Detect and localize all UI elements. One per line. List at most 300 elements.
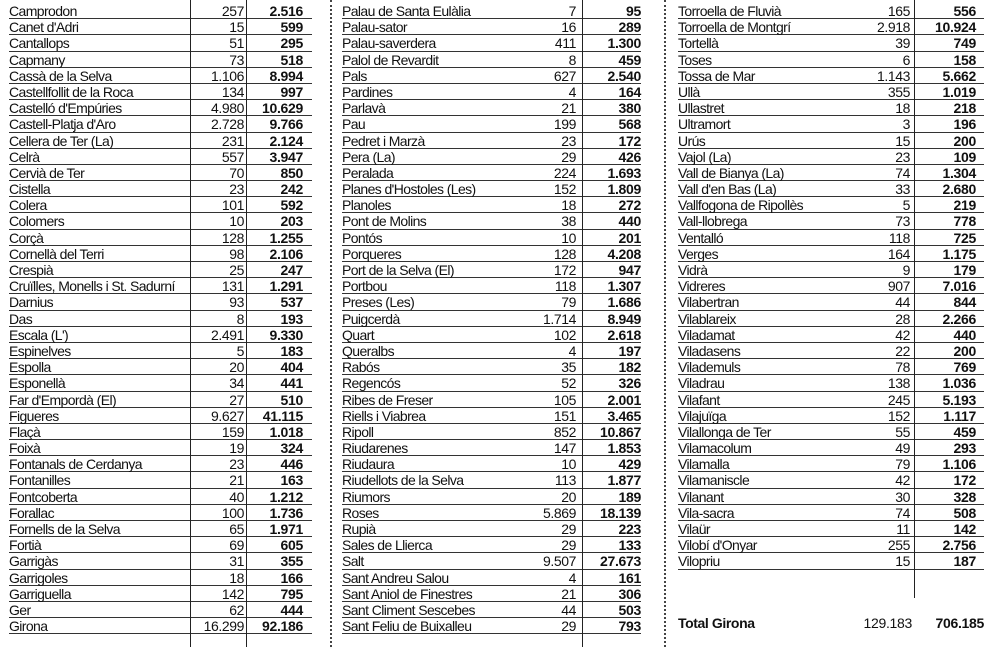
column-separator: [246, 0, 247, 647]
table-row: [9, 472, 312, 488]
value-b: 446: [280, 456, 303, 473]
value-b: 749: [953, 35, 976, 52]
municipality-name: Riells i Viabrea: [342, 407, 426, 424]
table-row: [9, 553, 312, 569]
table-row: [342, 521, 641, 537]
table-column-2: [342, 3, 641, 634]
table-row: [9, 602, 312, 618]
municipality-name: Pontós: [342, 229, 382, 246]
value-b: 9.330: [269, 326, 303, 343]
table-row: [9, 262, 312, 278]
value-b: 459: [618, 51, 641, 68]
table-row: [9, 246, 312, 262]
municipality-name: Vilallonga de Ter: [678, 423, 771, 440]
municipality-name: Cruïlles, Monells i St. Sadurní: [9, 278, 175, 295]
table-row: [9, 35, 312, 51]
table-row: [9, 149, 312, 165]
municipality-name: Castell-Platja d'Aro: [9, 116, 116, 133]
value-b: 1.255: [269, 229, 303, 246]
value-b: 183: [280, 342, 303, 359]
value-b: 1.736: [269, 504, 303, 521]
value-a: 31: [229, 553, 244, 570]
table-row: [342, 165, 641, 181]
municipality-name: Ventalló: [678, 229, 724, 246]
table-row: [678, 311, 984, 327]
table-row: [9, 311, 312, 327]
table-row: [678, 505, 984, 521]
municipality-name: Forallac: [9, 504, 54, 521]
value-a: 245: [887, 391, 910, 408]
municipality-name: Tortellà: [678, 35, 719, 52]
municipality-name: Colomers: [9, 213, 65, 230]
municipality-name: Das: [9, 310, 33, 327]
municipality-name: Palau-sator: [342, 19, 407, 36]
column-separator: [914, 0, 915, 598]
table-row: [9, 165, 312, 181]
table-row: [678, 521, 984, 537]
table-row: [678, 327, 984, 343]
municipality-name: Palol de Revardit: [342, 51, 439, 68]
table-row: [678, 440, 984, 456]
value-b: 164: [618, 83, 641, 100]
municipality-name: Vilamacolum: [678, 440, 752, 457]
value-a: 15: [895, 132, 910, 149]
table-row: [342, 440, 641, 456]
table-row: [342, 602, 641, 618]
value-a: 5.869: [542, 504, 576, 521]
value-a: 79: [561, 294, 576, 311]
value-a: 15: [895, 553, 910, 570]
value-a: 138: [887, 375, 910, 392]
municipality-name: Celrà: [9, 148, 40, 165]
value-b: 219: [953, 197, 976, 214]
table-row: [342, 278, 641, 294]
table-row: [678, 359, 984, 375]
municipality-name: Girona: [9, 618, 48, 635]
municipality-name: Vallfogona de Ripollès: [678, 197, 804, 214]
value-b: 218: [953, 100, 976, 117]
table-row: [342, 149, 641, 165]
table-row: [9, 408, 312, 424]
municipality-name: Espinelves: [9, 342, 71, 359]
municipality-name: Torroella de Montgrí: [678, 19, 791, 36]
municipality-name: Vilademuls: [678, 359, 741, 376]
value-a: 18: [229, 569, 244, 586]
table-row: [9, 570, 312, 586]
municipality-name: Figueres: [9, 407, 59, 424]
municipality-name: Far d'Empordà (El): [9, 391, 117, 408]
municipality-name: Castelló d'Empúries: [9, 100, 122, 117]
value-b: 793: [618, 618, 641, 635]
value-b: 293: [953, 440, 976, 457]
value-a: 38: [561, 213, 576, 230]
value-b: 328: [953, 488, 976, 505]
column-separator: [190, 0, 191, 647]
value-b: 592: [280, 197, 303, 214]
value-b: 2.680: [942, 181, 976, 198]
value-a: 8: [236, 310, 244, 327]
value-b: 2.516: [269, 3, 303, 19]
table-row: [342, 489, 641, 505]
municipality-name: Tossa de Mar: [678, 67, 755, 84]
value-a: 165: [887, 3, 910, 19]
table-row: [342, 570, 641, 586]
value-a: 18: [561, 197, 576, 214]
value-a: 74: [895, 164, 910, 181]
municipality-name: Torroella de Fluvià: [678, 3, 781, 19]
value-a: 164: [887, 245, 910, 262]
table-row: [342, 197, 641, 213]
table-row: [342, 133, 641, 149]
table-row: [9, 618, 312, 634]
value-b: 1.291: [269, 278, 303, 295]
municipality-name: Planes d'Hostoles (Les): [342, 181, 476, 198]
value-a: 69: [229, 537, 244, 554]
value-a: 100: [221, 504, 244, 521]
table-row: [9, 19, 312, 35]
value-b: 179: [953, 262, 976, 278]
value-b: 3.947: [269, 148, 303, 165]
municipality-name: Cervià de Ter: [9, 164, 85, 181]
value-a: 2.491: [210, 326, 244, 343]
value-b: 161: [618, 569, 641, 586]
value-b: 1.307: [607, 278, 641, 295]
table-row: [342, 392, 641, 408]
value-a: 29: [561, 618, 576, 635]
value-a: 52: [561, 375, 576, 392]
value-b: 404: [280, 359, 303, 376]
table-row: [678, 472, 984, 488]
value-b: 5.662: [942, 67, 976, 84]
municipality-name: Pals: [342, 67, 367, 84]
municipality-name: Palau-saverdera: [342, 35, 436, 52]
value-b: 769: [953, 359, 976, 376]
table-row: [678, 489, 984, 505]
municipality-name: Sales de Llierca: [342, 537, 433, 554]
value-b: 5.193: [942, 391, 976, 408]
municipality-name: Espolla: [9, 359, 51, 376]
value-b: 18.139: [599, 504, 641, 521]
table-row: [9, 505, 312, 521]
value-a: 18: [895, 100, 910, 117]
table-row: [342, 424, 641, 440]
value-a: 79: [895, 456, 910, 473]
value-b: 7.016: [942, 278, 976, 295]
municipality-name: Vilablareix: [678, 310, 736, 327]
value-a: 21: [561, 100, 576, 117]
value-b: 196: [953, 116, 976, 133]
value-b: 1.212: [269, 488, 303, 505]
municipality-name: Corçà: [9, 229, 44, 246]
table-row: [342, 359, 641, 375]
municipality-name: Pardines: [342, 83, 393, 100]
value-b: 556: [953, 3, 976, 19]
value-a: 131: [221, 278, 244, 295]
value-a: 23: [229, 181, 244, 198]
value-a: 65: [229, 521, 244, 537]
value-a: 4: [568, 83, 576, 100]
municipality-name: Cassà de la Selva: [9, 67, 112, 84]
value-a: 28: [895, 310, 910, 327]
table-row: [678, 213, 984, 229]
table-row: [342, 35, 641, 51]
total-value-b: 706.185: [935, 615, 984, 631]
table-row: [342, 52, 641, 68]
table-row: [678, 68, 984, 84]
table-row: [342, 311, 641, 327]
table-row: [9, 52, 312, 68]
value-b: 223: [618, 521, 641, 537]
municipality-name: Cistella: [9, 181, 51, 198]
value-b: 3.465: [607, 407, 641, 424]
table-row: [678, 408, 984, 424]
municipality-name: Salt: [342, 553, 364, 570]
municipality-name: Fornells de la Selva: [9, 521, 120, 537]
municipality-name: Sant Feliu de Buixalleu: [342, 618, 472, 635]
table-row: [678, 3, 984, 19]
table-row: [678, 553, 984, 569]
municipality-name: Port de la Selva (El): [342, 262, 454, 278]
value-a: 7: [568, 3, 576, 19]
table-row: [9, 586, 312, 602]
value-b: 380: [618, 100, 641, 117]
value-a: 9: [902, 262, 910, 278]
municipality-name: Fortià: [9, 537, 42, 554]
municipality-name: Vidreres: [678, 278, 726, 295]
value-a: 42: [895, 326, 910, 343]
value-b: 2.001: [607, 391, 641, 408]
municipality-name: Crespià: [9, 262, 54, 278]
value-b: 324: [280, 440, 303, 457]
value-b: 166: [280, 569, 303, 586]
table-row: [342, 116, 641, 132]
value-a: 6: [902, 51, 910, 68]
value-b: 355: [280, 553, 303, 570]
value-b: 247: [280, 262, 303, 278]
value-a: 23: [895, 148, 910, 165]
value-a: 9.507: [542, 553, 576, 570]
table-row: [678, 375, 984, 391]
value-a: 142: [221, 585, 244, 602]
value-b: 1.304: [942, 164, 976, 181]
table-row: [342, 618, 641, 634]
municipality-name: Vilamalla: [678, 456, 730, 473]
municipality-name: Regencós: [342, 375, 401, 392]
table-row: [678, 116, 984, 132]
value-b: 2.540: [607, 67, 641, 84]
municipality-name: Ultramort: [678, 116, 731, 133]
table-row: [342, 230, 641, 246]
table-row: [678, 149, 984, 165]
table-row: [678, 52, 984, 68]
value-a: 1.143: [876, 67, 910, 84]
table-row: [342, 553, 641, 569]
municipality-name: Quart: [342, 326, 375, 343]
municipality-name: Puigcerdà: [342, 310, 400, 327]
value-b: 426: [618, 148, 641, 165]
value-b: 1.853: [607, 440, 641, 457]
value-b: 440: [618, 213, 641, 230]
value-b: 10.629: [261, 100, 303, 117]
column-divider-dotted: [664, 0, 666, 647]
value-b: 1.686: [607, 294, 641, 311]
value-a: 44: [561, 601, 576, 618]
value-a: 128: [553, 245, 576, 262]
value-a: 118: [554, 278, 576, 295]
value-b: 725: [953, 229, 976, 246]
municipality-name: Riudaura: [342, 456, 395, 473]
value-b: 537: [280, 294, 303, 311]
value-a: 55: [895, 423, 910, 440]
table-row: [678, 100, 984, 116]
value-a: 40: [229, 488, 244, 505]
value-a: 35: [561, 359, 576, 376]
value-b: 510: [280, 391, 303, 408]
value-b: 1.019: [942, 83, 976, 100]
value-a: 21: [229, 472, 244, 489]
municipality-name: Ger: [9, 601, 31, 618]
value-a: 33: [895, 181, 910, 198]
municipality-name: Palau de Santa Eulàlia: [342, 3, 471, 19]
table-row: [9, 230, 312, 246]
value-b: 605: [280, 537, 303, 554]
table-row: [342, 375, 641, 391]
value-a: 852: [553, 423, 576, 440]
table-row: [678, 133, 984, 149]
value-b: 92.186: [261, 618, 303, 635]
value-b: 440: [953, 326, 976, 343]
value-a: 10: [229, 213, 244, 230]
value-b: 1.018: [269, 423, 303, 440]
municipality-name: Riudarenes: [342, 440, 408, 457]
table-row: [9, 278, 312, 294]
table-row: [342, 472, 641, 488]
table-row: [678, 278, 984, 294]
municipality-name: Queralbs: [342, 342, 395, 359]
municipality-name: Vilajuïga: [678, 407, 727, 424]
municipality-name: Ribes de Freser: [342, 391, 433, 408]
value-b: 193: [280, 310, 303, 327]
table-row: [9, 537, 312, 553]
value-a: 557: [221, 148, 244, 165]
value-b: 444: [280, 601, 303, 618]
value-b: 295: [280, 35, 303, 52]
value-b: 9.766: [269, 116, 303, 133]
value-a: 2.918: [876, 19, 910, 36]
value-b: 306: [618, 585, 641, 602]
value-b: 201: [618, 229, 641, 246]
value-a: 11: [896, 521, 910, 537]
municipality-name: Urús: [678, 132, 706, 149]
table-row: [342, 68, 641, 84]
table-row: [342, 246, 641, 262]
value-a: 411: [554, 35, 576, 52]
value-b: 508: [953, 504, 976, 521]
value-a: 70: [229, 164, 244, 181]
value-b: 795: [280, 585, 303, 602]
municipality-name: Viladasens: [678, 342, 741, 359]
value-a: 151: [553, 407, 576, 424]
value-a: 62: [229, 601, 244, 618]
value-a: 101: [221, 197, 244, 214]
value-a: 51: [229, 35, 244, 52]
municipality-name: Vall de Bianya (La): [678, 164, 784, 181]
municipality-name: Castellfollit de la Roca: [9, 83, 134, 100]
municipality-name: Canet d'Adri: [9, 19, 79, 36]
column-separator: [582, 0, 583, 647]
value-b: 187: [953, 553, 976, 570]
municipality-name: Sant Aniol de Finestres: [342, 585, 473, 602]
table-row: [678, 19, 984, 35]
table-row: [678, 230, 984, 246]
table-row: [9, 84, 312, 100]
value-a: 224: [553, 164, 576, 181]
value-a: 199: [553, 116, 576, 133]
municipality-name: Vidrà: [678, 262, 708, 278]
value-b: 2.756: [942, 537, 976, 554]
value-b: 8.949: [607, 310, 641, 327]
value-a: 15: [229, 19, 244, 36]
municipality-name: Fontanals de Cerdanya: [9, 456, 142, 473]
value-b: 41.115: [262, 407, 303, 424]
table-row: [342, 537, 641, 553]
municipality-name: Pera (La): [342, 148, 395, 165]
value-b: 172: [618, 132, 641, 149]
value-a: 5: [236, 342, 244, 359]
municipality-name: Roses: [342, 504, 379, 521]
value-b: 850: [280, 164, 303, 181]
municipality-name: Viladrau: [678, 375, 725, 392]
value-a: 1.714: [542, 310, 576, 327]
value-a: 21: [561, 585, 576, 602]
value-b: 1.693: [607, 164, 641, 181]
table-row: [342, 327, 641, 343]
value-a: 23: [229, 456, 244, 473]
value-b: 518: [280, 51, 303, 68]
value-a: 113: [554, 472, 576, 489]
value-b: 197: [618, 342, 641, 359]
municipality-name: Ripoll: [342, 423, 374, 440]
value-a: 25: [229, 262, 244, 278]
value-b: 272: [618, 197, 641, 214]
table-row: [342, 100, 641, 116]
value-b: 133: [618, 537, 641, 554]
table-row: [9, 424, 312, 440]
municipality-name: Ullastret: [678, 100, 724, 117]
municipality-name: Escala (L'): [9, 326, 69, 343]
value-b: 289: [618, 19, 641, 36]
value-b: 2.106: [269, 245, 303, 262]
value-b: 2.124: [269, 132, 303, 149]
table-row: [678, 84, 984, 100]
municipality-name: Flaçà: [9, 423, 41, 440]
municipality-name: Riumors: [342, 488, 390, 505]
value-b: 1.300: [607, 35, 641, 52]
municipality-name: Garrigoles: [9, 569, 68, 586]
table-row: [9, 489, 312, 505]
table-row: [342, 505, 641, 521]
value-b: 95: [626, 3, 641, 19]
table-row: [9, 294, 312, 310]
value-a: 2.728: [210, 116, 244, 133]
municipality-name: Planoles: [342, 197, 391, 214]
value-b: 27.673: [599, 553, 641, 570]
value-a: 29: [561, 521, 576, 537]
table-row: [9, 133, 312, 149]
value-b: 844: [953, 294, 976, 311]
value-a: 19: [229, 440, 244, 457]
table-row: [678, 246, 984, 262]
